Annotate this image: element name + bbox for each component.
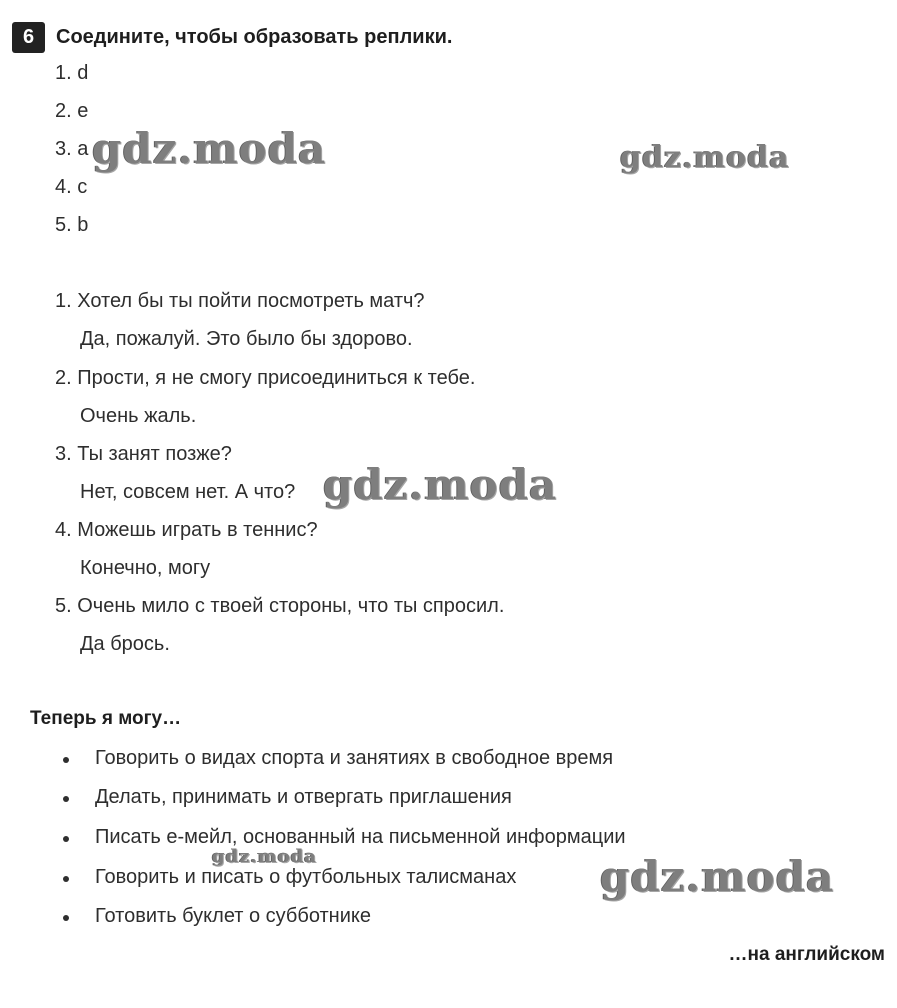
footer-caption: …на английском [728,944,885,965]
dialogue-reply: Да брось. [80,633,170,655]
dialogue-reply: Конечно, могу [80,557,211,579]
answer-item: 5. b [55,214,89,236]
dialogue-question: 4. Можешь играть в теннис? [55,519,318,541]
summary-bullet: Готовить буклет о субботнике [95,905,371,927]
watermark-text: gdz.moda [620,140,790,175]
exercise-title: Соедините, чтобы образовать реплики. [56,26,453,48]
answer-item: 1. d [55,62,89,84]
summary-title: Теперь я могу… [30,708,182,729]
bullet-dot [63,796,69,802]
watermark-text: gdz.moda [92,124,327,173]
dialogue-question: 5. Очень мило с твоей стороны, что ты спросил. [55,595,505,617]
exercise-number-badge: 6 [12,22,45,53]
bullet-dot [63,915,69,921]
answer-item: 3. a [55,138,89,160]
dialogue-question: 3. Ты занят позже? [55,443,232,465]
dialogue-reply: Да, пожалуй. Это было бы здорово. [80,328,413,350]
summary-bullet: Говорить о видах спорта и занятиях в свободное время [95,747,614,769]
watermark-text: gdz.moda [323,460,558,509]
dialogue-question: 2. Прости, я не смогу присоединиться к тебе. [55,367,476,389]
watermark-text: gdz.moda [600,852,835,901]
summary-bullet: Писать е-мейл, основанный на письменной информации [95,826,626,848]
bullet-dot [63,836,69,842]
summary-bullet: Делать, принимать и отвергать приглашения [95,786,512,808]
dialogue-question: 1. Хотел бы ты пойти посмотреть матч? [55,290,425,312]
watermark-text: gdz.moda [212,846,317,867]
dialogue-reply: Нет, совсем нет. А что? [80,481,296,503]
bullet-dot [63,876,69,882]
answer-item: 4. c [55,176,88,198]
answer-item: 2. e [55,100,89,122]
dialogue-reply: Очень жаль. [80,405,197,427]
bullet-dot [63,757,69,763]
summary-bullet: Говорить и писать о футбольных талисманах [95,866,517,888]
